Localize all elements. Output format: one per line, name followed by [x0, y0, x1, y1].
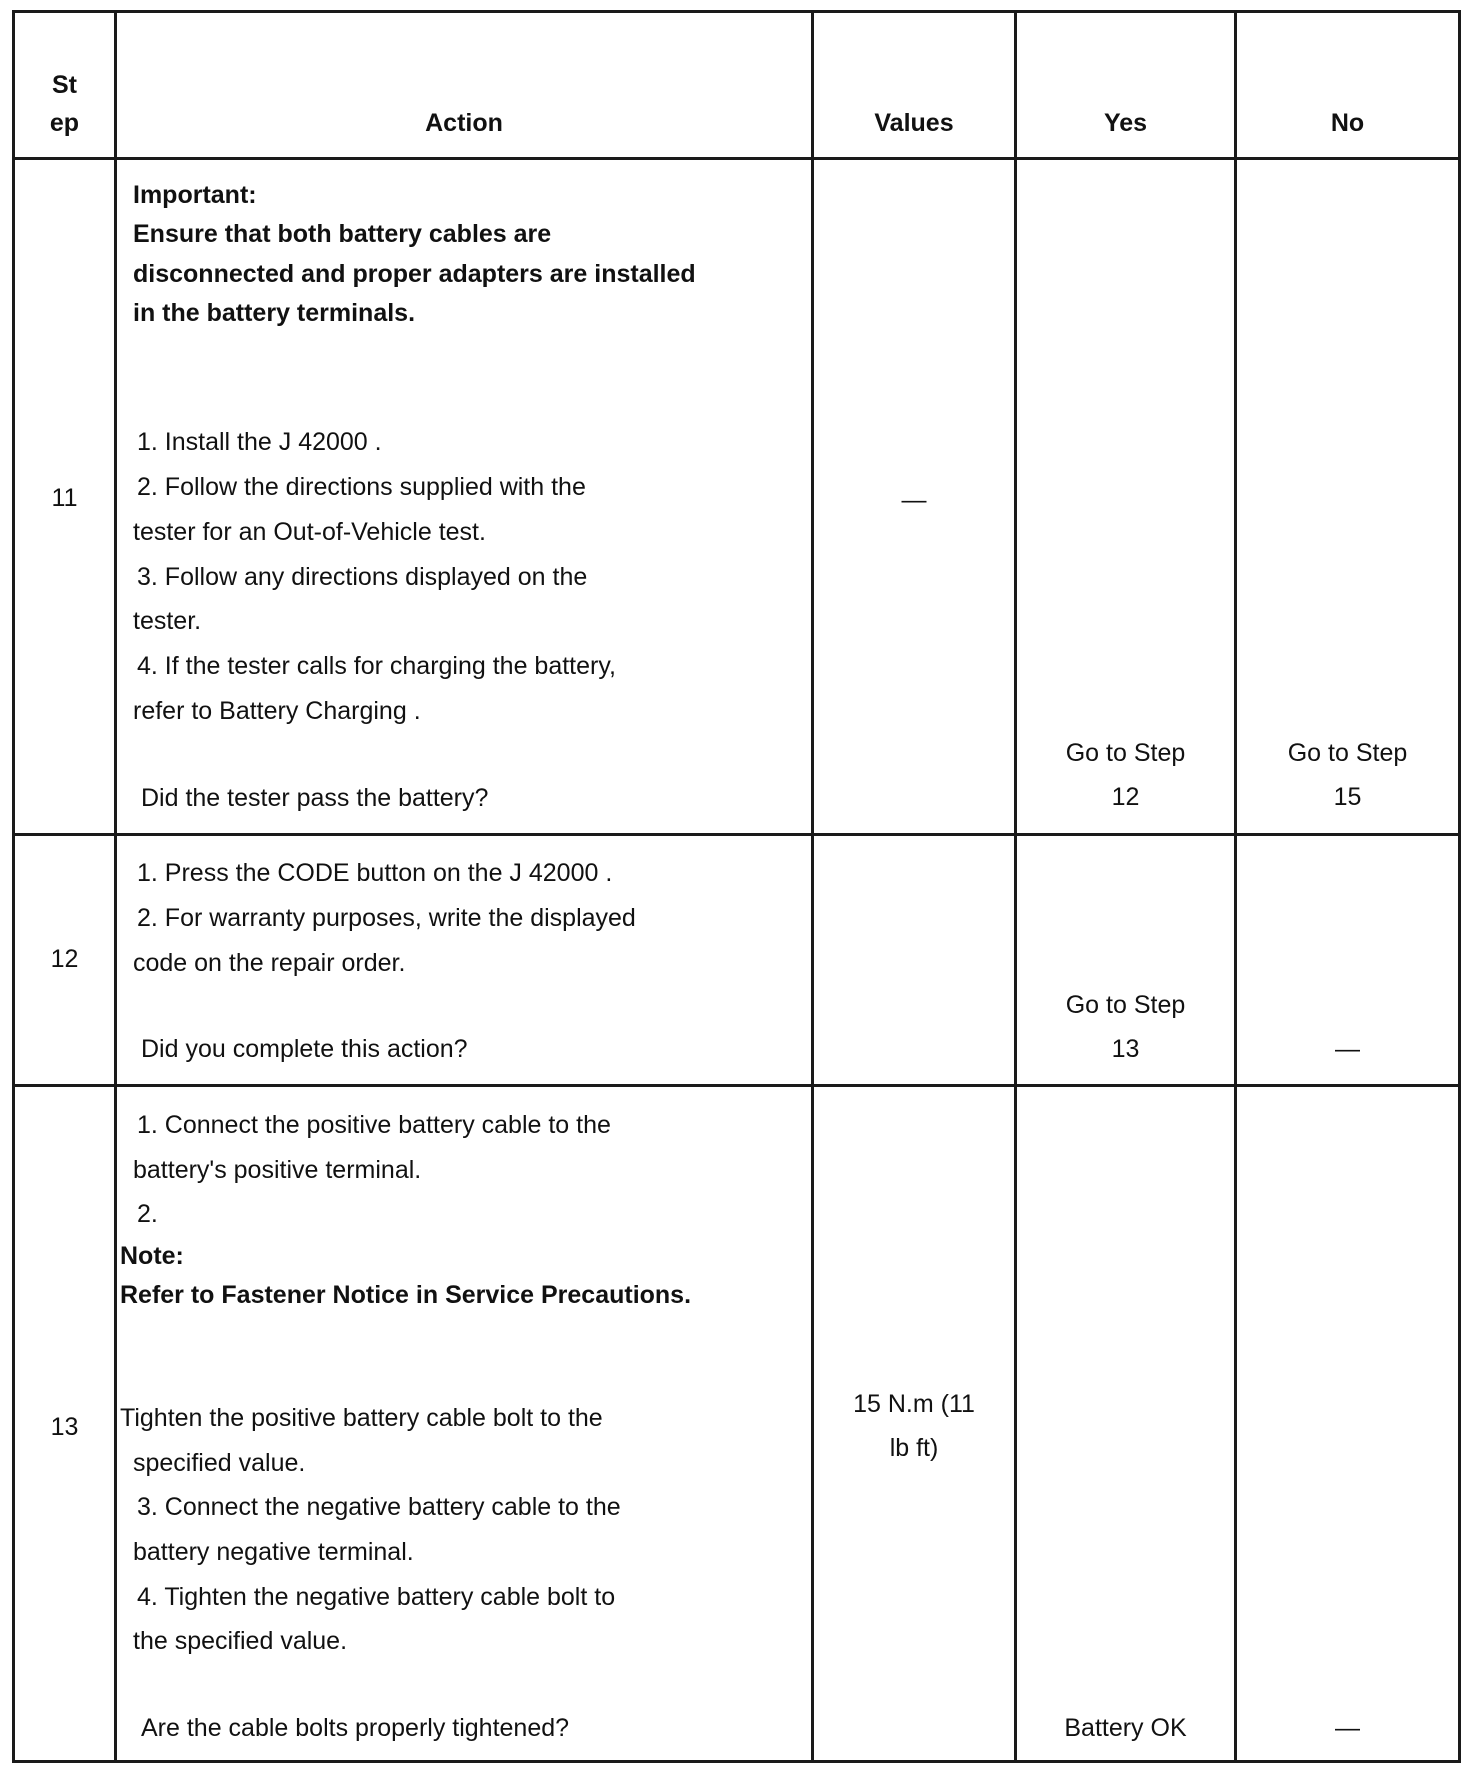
header-yes: Yes	[1103, 109, 1148, 137]
yes-result[interactable]: Battery OK	[1064, 1714, 1187, 1742]
action-step-text: 2.	[137, 1200, 158, 1228]
values-cell-line1: 15 N.m (11	[853, 1390, 975, 1418]
action-step-text: 2. Follow the directions supplied with the	[137, 473, 586, 501]
grid-line-values-yes	[1014, 10, 1017, 1763]
action-step-text: 3. Follow any directions displayed on the	[137, 563, 588, 591]
important-label: Important:	[133, 181, 257, 209]
action-step-text: battery's positive terminal.	[133, 1156, 422, 1184]
grid-line-bottom	[12, 1760, 1461, 1763]
action-step-text: tester for an Out-of-Vehicle test.	[133, 518, 486, 546]
action-step-text: 3. Connect the negative battery cable to the	[137, 1493, 621, 1521]
note-text: Refer to Fastener Notice in Service Precautions.	[120, 1281, 692, 1309]
note-label: Note:	[120, 1242, 184, 1270]
yes-link-line1[interactable]: Go to Step	[1065, 739, 1186, 767]
action-step-text: 2. For warranty purposes, write the displayed	[137, 904, 636, 932]
grid-line-yes-no	[1234, 10, 1237, 1763]
yes-link-line2[interactable]: 13	[1111, 1035, 1140, 1063]
grid-line-step-action	[114, 10, 117, 1763]
grid-line-left	[12, 10, 15, 1763]
action-step-text: 1. Install the J 42000 .	[137, 428, 382, 456]
action-step-text: code on the repair order.	[133, 949, 406, 977]
action-step-text: refer to Battery Charging .	[133, 697, 421, 725]
action-step-text: tester.	[133, 607, 202, 635]
no-cell: —	[1335, 1035, 1360, 1063]
action-step-text: specified value.	[133, 1449, 306, 1477]
values-cell-line2: lb ft)	[889, 1434, 939, 1462]
header-action: Action	[425, 109, 503, 137]
grid-line-top	[12, 10, 1461, 13]
header-step-line2: ep	[49, 109, 80, 137]
values-cell: —	[901, 486, 927, 514]
action-step-text: 1. Press the CODE button on the J 42000 .	[137, 859, 613, 887]
important-text: disconnected and proper adapters are installed	[133, 260, 696, 288]
grid-line-header-bottom	[12, 157, 1461, 160]
no-cell: —	[1335, 1714, 1360, 1742]
step-number: 12	[50, 945, 79, 973]
header-no: No	[1330, 109, 1365, 137]
grid-line-action-values	[811, 10, 814, 1763]
grid-line-row11-bottom	[12, 833, 1461, 836]
important-text: Ensure that both battery cables are	[133, 220, 552, 248]
header-values: Values	[874, 109, 954, 137]
no-link-line2[interactable]: 15	[1333, 783, 1362, 811]
action-step-text: battery negative terminal.	[133, 1538, 414, 1566]
important-text: in the battery terminals.	[133, 299, 416, 327]
grid-line-row12-bottom	[12, 1084, 1461, 1087]
header-step-line1: St	[52, 71, 77, 99]
grid-line-right	[1458, 10, 1461, 1763]
step-number: 13	[50, 1413, 79, 1441]
yes-link-line2[interactable]: 12	[1111, 783, 1140, 811]
action-step-text: 1. Connect the positive battery cable to the	[137, 1111, 611, 1139]
action-question: Did the tester pass the battery?	[141, 784, 489, 812]
action-step-text: the specified value.	[133, 1627, 348, 1655]
action-step-text: 4. If the tester calls for charging the battery,	[137, 652, 616, 680]
action-step-text: Tighten the positive battery cable bolt to the	[120, 1404, 603, 1432]
action-question: Did you complete this action?	[141, 1035, 468, 1063]
yes-link-line1[interactable]: Go to Step	[1065, 991, 1186, 1019]
action-step-text: 4. Tighten the negative battery cable bolt to	[137, 1583, 616, 1611]
no-link-line1[interactable]: Go to Step	[1287, 739, 1408, 767]
action-question: Are the cable bolts properly tightened?	[141, 1714, 570, 1742]
header-step	[15, 70, 114, 138]
step-number: 11	[51, 484, 78, 512]
